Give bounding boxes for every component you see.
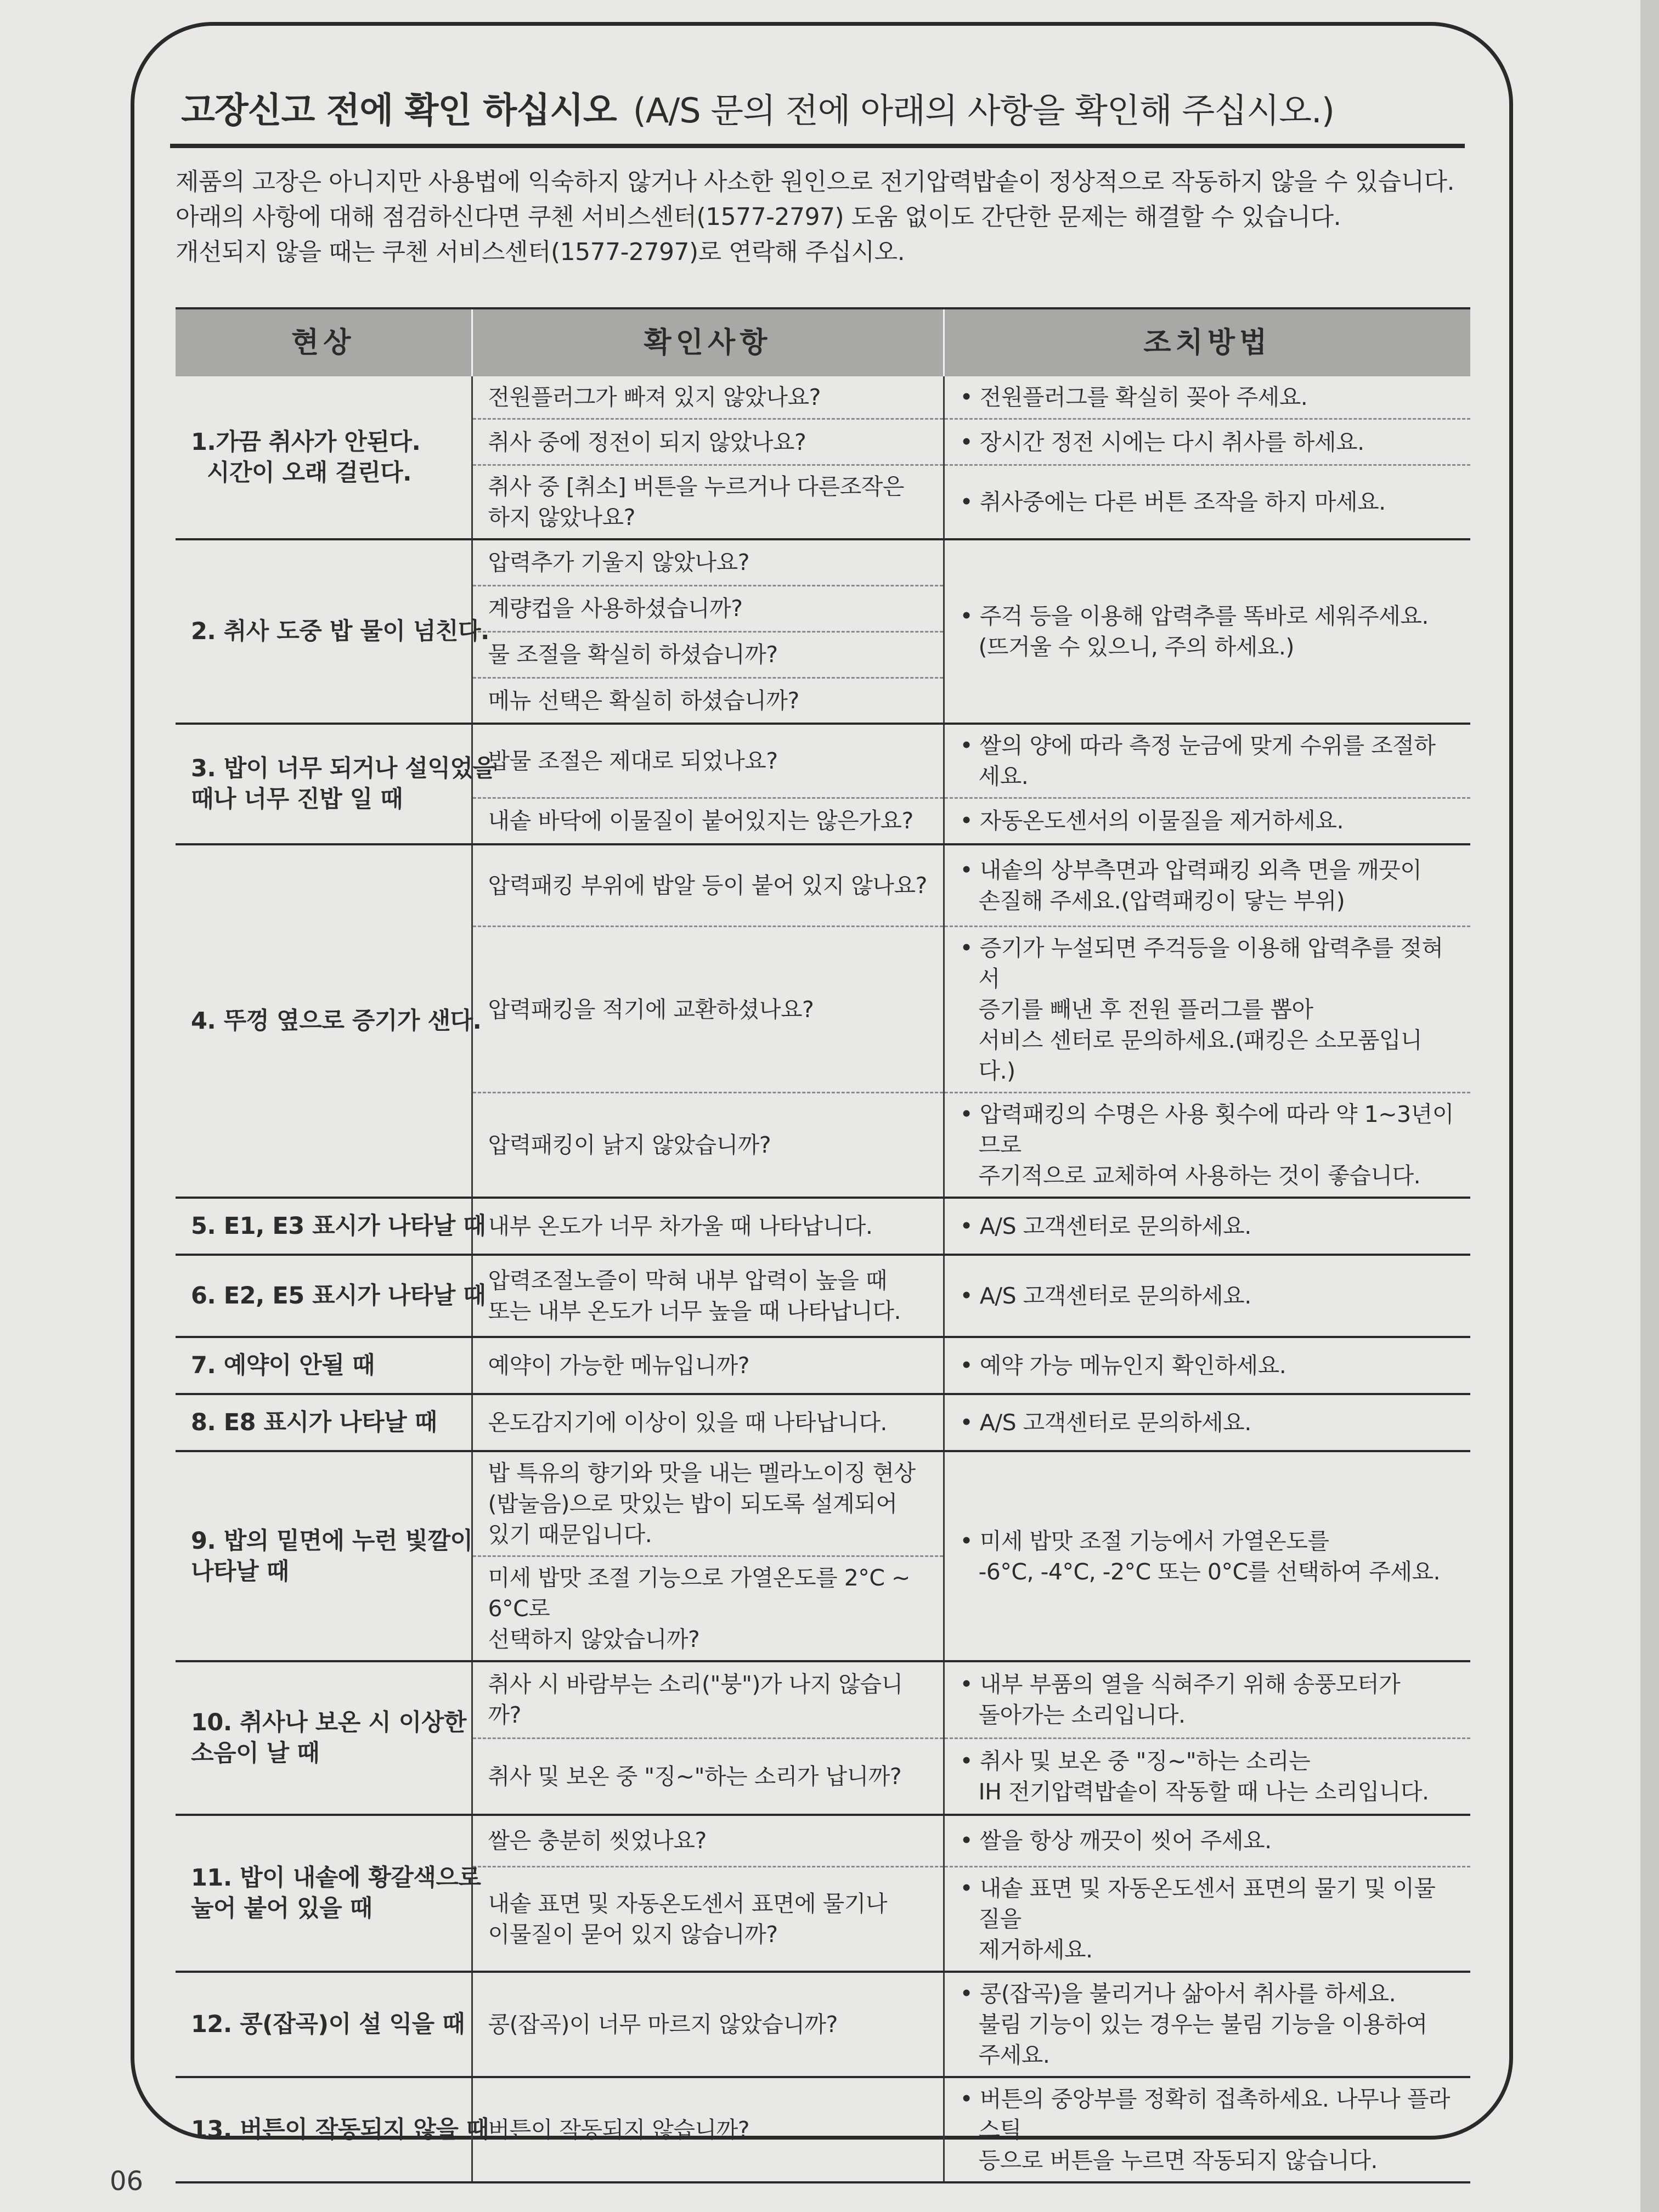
action-cell-text: • A/S 고객센터로 문의하세요.: [960, 1211, 1455, 1242]
symptom-cell-text: 3. 밥이 너무 되거나 설익었을 때나 너무 진밥 일 때: [191, 754, 495, 813]
table-row: [176, 376, 1470, 419]
table-row: [176, 844, 1470, 927]
check-cell-text: 온도감지기에 이상이 있을 때 나타납니다.: [488, 1409, 887, 1436]
header-action: 조치방법: [944, 308, 1470, 376]
check-cell: [472, 724, 944, 798]
check-cell: [472, 1738, 944, 1815]
action-cell-text: • 미세 밥맛 조절 기능에서 가열온도를 -6°C, -4°C, -2°C 또는 0°C를 선택하여 주세요.: [960, 1526, 1455, 1587]
check-cell: [472, 539, 944, 585]
check-cell-text: 압력조절노즐이 막혀 내부 압력이 높을 때 또는 내부 온도가 너무 높을 때 나타납니다.: [488, 1267, 901, 1324]
table-row: [176, 1198, 1470, 1255]
check-cell: [472, 631, 944, 678]
page-title: 고장신고 전에 확인 하십시오: [181, 91, 617, 131]
table-header-row: [176, 308, 1470, 376]
check-cell: [472, 678, 944, 724]
symptom-cell-text: 1.가끔 취사가 안된다. 시간이 오래 걸린다.: [191, 428, 421, 487]
check-cell-text: 계량컵을 사용하셨습니까?: [488, 595, 743, 622]
check-cell-text: 압력추가 기울지 않았나요?: [488, 549, 749, 576]
check-cell: [472, 844, 944, 927]
header-symptom: 현상: [176, 308, 472, 376]
action-cell-text: • 증기가 누설되면 주걱등을 이용해 압력추를 젖혀서 증기를 빼낸 후 전원 플러그를 뽑아 서비스 센터로 문의하세요.(패킹은 소모품입니다.): [960, 933, 1455, 1086]
check-cell-text: 전원플러그가 빠져 있지 않았나요?: [488, 384, 821, 410]
check-cell-text: 쌀은 충분히 씻었나요?: [488, 1827, 707, 1854]
check-cell: [472, 376, 944, 419]
action-cell-text: • 주걱 등을 이용해 압력추를 똑바로 세워주세요. (뜨거울 수 있으니, 주의 하세요.): [960, 601, 1455, 662]
action-cell-text: • 내부 부품의 열을 식혀주기 위해 송풍모터가 돌아가는 소리입니다.: [960, 1669, 1455, 1730]
page-subtitle: (A/S 문의 전에 아래의 사항을 확인해 주십시오.): [633, 91, 1334, 131]
action-cell-text: • A/S 고객센터로 문의하세요.: [960, 1407, 1455, 1438]
symptom-cell: [176, 1394, 472, 1451]
action-cell-text: • 버튼의 중앙부를 정확히 접촉하세요. 나무나 플라스틱 등으로 버튼을 누르면 작동되지 않습니다.: [960, 2084, 1455, 2176]
check-cell-text: 예약이 가능한 메뉴입니까?: [488, 1352, 749, 1379]
symptom-cell-text: 2. 취사 도중 밥 물이 넘친다.: [191, 618, 489, 645]
check-cell: [472, 2077, 944, 2182]
action-cell: [944, 539, 1470, 724]
symptom-cell-text: 10. 취사나 보온 시 이상한 소음이 날 때: [191, 1709, 466, 1767]
action-cell: [944, 2077, 1470, 2182]
action-cell: [944, 724, 1470, 798]
symptom-cell: [176, 539, 489, 724]
symptom-cell: [176, 2077, 489, 2182]
action-cell: [944, 1738, 1470, 1815]
check-cell: [472, 1198, 944, 1255]
check-cell-text: 밥 특유의 향기와 맛을 내는 멜라노이징 현상 (밥눌음)으로 맛있는 밥이 되도록 설계되어 있기 때문입니다.: [488, 1460, 916, 1548]
table-body: [176, 376, 1470, 2182]
table-row: [176, 1394, 1470, 1451]
action-cell-text: • 쌀을 항상 깨끗이 씻어 주세요.: [960, 1825, 1455, 1856]
action-cell: [944, 798, 1470, 844]
symptom-cell: [176, 1337, 472, 1394]
action-cell: [944, 1661, 1470, 1738]
intro-text: [176, 165, 1470, 270]
check-cell: [472, 1255, 944, 1337]
check-cell-text: 취사 시 바람부는 소리("붕")가 나지 않습니까?: [488, 1671, 903, 1729]
check-cell: [472, 1451, 944, 1556]
symptom-cell-text: 8. E8 표시가 나타날 때: [191, 1409, 437, 1436]
check-cell: [472, 798, 944, 844]
check-cell: [472, 585, 944, 631]
check-cell-text: 취사 중에 정전이 되지 않았나요?: [488, 428, 806, 455]
table-row: [176, 1815, 1470, 1866]
symptom-cell-text: 5. E1, E3 표시가 나타날 때: [191, 1212, 486, 1240]
symptom-cell-text: 4. 뚜껑 옆으로 증기가 샌다.: [191, 1007, 482, 1035]
check-cell: [472, 1556, 944, 1662]
action-cell-text: • 장시간 정전 시에는 다시 취사를 하세요.: [960, 427, 1455, 458]
action-cell: [944, 1451, 1470, 1661]
symptom-cell: [176, 1198, 486, 1255]
action-cell-text: • 취사 및 보온 중 "징~"하는 소리는 IH 전기압력밥솥이 작동할 때 나는 소리입니다.: [960, 1746, 1455, 1807]
check-cell: [472, 1866, 944, 1972]
check-cell-text: 미세 밥맛 조절 기능으로 가열온도를 2°C ~ 6°C로 선택하지 않았습니까?: [488, 1565, 910, 1652]
symptom-cell: [176, 376, 472, 539]
next-page-edge: [1640, 0, 1659, 2212]
check-cell: [472, 419, 944, 465]
check-cell-text: 내솥 표면 및 자동온도센서 표면에 물기나 이물질이 묻어 있지 않습니까?: [488, 1890, 887, 1948]
table-row: [176, 1972, 1470, 2077]
check-cell: [472, 1661, 944, 1738]
check-cell-text: 취사 및 보온 중 "징~"하는 소리가 납니까?: [488, 1763, 902, 1790]
heading-rule: [170, 144, 1465, 148]
intro-line: 아래의 사항에 대해 점검하신다면 쿠첸 서비스센터(1577-2797) 도움 없이도 간단한 문제는 해결할 수 있습니다.: [176, 203, 1341, 231]
table-row: [176, 539, 1470, 585]
check-cell-text: 압력패킹 부위에 밥알 등이 붙어 있지 않나요?: [488, 872, 927, 899]
troubleshooting-table: [176, 307, 1470, 2183]
action-cell: [944, 1972, 1470, 2077]
check-cell-text: 압력패킹이 낡지 않았습니까?: [488, 1132, 771, 1158]
symptom-cell: [176, 1451, 472, 1661]
action-cell-text: • 전원플러그를 확실히 꽂아 주세요.: [960, 382, 1455, 413]
action-cell: [944, 1815, 1470, 1866]
check-cell-text: 취사 중 [취소] 버튼을 누르거나 다른조작은 하지 않았나요?: [488, 473, 904, 531]
symptom-cell: [176, 1815, 481, 1972]
action-cell: [944, 376, 1470, 419]
table-row: [176, 1337, 1470, 1394]
page-number: 06: [110, 2166, 144, 2197]
check-cell-text: 메뉴 선택은 확실히 하셨습니까?: [488, 687, 799, 714]
check-cell: [472, 1337, 944, 1394]
check-cell: [472, 927, 944, 1093]
action-cell-text: • 내솥의 상부측면과 압력패킹 외측 면을 깨끗이 손질해 주세요.(압력패킹이 닿는 부위): [960, 855, 1455, 916]
page-heading: [181, 82, 1487, 133]
intro-line: 개선되지 않을 때는 쿠첸 서비스센터(1577-2797)로 연락해 주십시오.: [176, 238, 905, 266]
check-cell-text: 내솥 바닥에 이물질이 붙어있지는 않은가요?: [488, 808, 913, 834]
action-cell-text: • A/S 고객센터로 문의하세요.: [960, 1280, 1455, 1311]
symptom-cell: [176, 1661, 472, 1815]
action-cell-text: • 콩(잡곡)을 불리거나 삶아서 취사를 하세요. 불림 기능이 있는 경우는 불림 기능을 이용하여 주세요.: [960, 1978, 1455, 2070]
action-cell: [944, 1255, 1470, 1337]
check-cell-text: 콩(잡곡)이 너무 마르지 않았습니까?: [488, 2011, 838, 2038]
action-cell-text: • 쌀의 양에 따라 측정 눈금에 맞게 수위를 조절하세요.: [960, 730, 1455, 792]
header-check: 확인사항: [472, 308, 944, 376]
action-cell: [944, 1394, 1470, 1451]
check-cell-text: 버튼이 작동되지 않습니까?: [488, 2116, 749, 2143]
symptom-cell: [176, 1255, 486, 1337]
intro-line: 제품의 고장은 아니지만 사용법에 익숙하지 않거나 사소한 원인으로 전기압력밥솥이 정상적으로 작동하지 않을 수 있습니다.: [176, 168, 1455, 196]
symptom-cell-text: 7. 예약이 안될 때: [191, 1352, 375, 1379]
symptom-cell-text: 9. 밥의 밑면에 누런 빛깔이 나타날 때: [191, 1527, 473, 1585]
table-row: [176, 1661, 1470, 1738]
action-cell-text: • 압력패킹의 수명은 사용 횟수에 따라 약 1~3년이므로 주기적으로 교체하여 사용하는 것이 좋습니다.: [960, 1099, 1455, 1191]
action-cell: [944, 1866, 1470, 1972]
check-cell-text: 밥물 조절은 제대로 되었나요?: [488, 748, 778, 774]
action-cell-text: • 자동온도센서의 이물질을 제거하세요.: [960, 805, 1455, 836]
symptom-cell-text: 11. 밥이 내솥에 황갈색으로 눌어 붙어 있을 때: [191, 1864, 481, 1922]
action-cell: [944, 927, 1470, 1093]
action-cell: [944, 844, 1470, 927]
check-cell: [472, 1093, 944, 1198]
action-cell: [944, 465, 1470, 540]
symptom-cell-text: 6. E2, E5 표시가 나타날 때: [191, 1282, 486, 1310]
action-cell: [944, 1093, 1470, 1198]
action-cell-text: • 내솥 표면 및 자동온도센서 표면의 물기 및 이물질을 제거하세요.: [960, 1873, 1455, 1965]
action-cell-text: • 예약 가능 메뉴인지 확인하세요.: [960, 1350, 1455, 1381]
table-row: [176, 1255, 1470, 1337]
check-cell-text: 물 조절을 확실히 하셨습니까?: [488, 641, 778, 668]
action-cell: [944, 1337, 1470, 1394]
check-cell: [472, 465, 944, 540]
check-cell: [472, 1815, 944, 1866]
symptom-cell: [176, 724, 495, 844]
action-cell: [944, 419, 1470, 465]
check-cell-text: 압력패킹을 적기에 교환하셨나요?: [488, 996, 814, 1023]
check-cell: [472, 1394, 944, 1451]
action-cell-text: • 취사중에는 다른 버튼 조작을 하지 마세요.: [960, 487, 1455, 517]
symptom-cell-text: 12. 콩(잡곡)이 설 익을 때: [191, 2010, 465, 2038]
symptom-cell-text: 13. 버튼이 작동되지 않을 때: [191, 2115, 489, 2143]
symptom-cell: [176, 1972, 472, 2077]
action-cell: [944, 1198, 1470, 1255]
table-row: [176, 2077, 1470, 2182]
check-cell-text: 내부 온도가 너무 차가울 때 나타납니다.: [488, 1213, 873, 1239]
symptom-cell: [176, 844, 482, 1198]
check-cell: [472, 1972, 944, 2077]
table-row: [176, 1451, 1470, 1556]
table-row: [176, 724, 1470, 798]
